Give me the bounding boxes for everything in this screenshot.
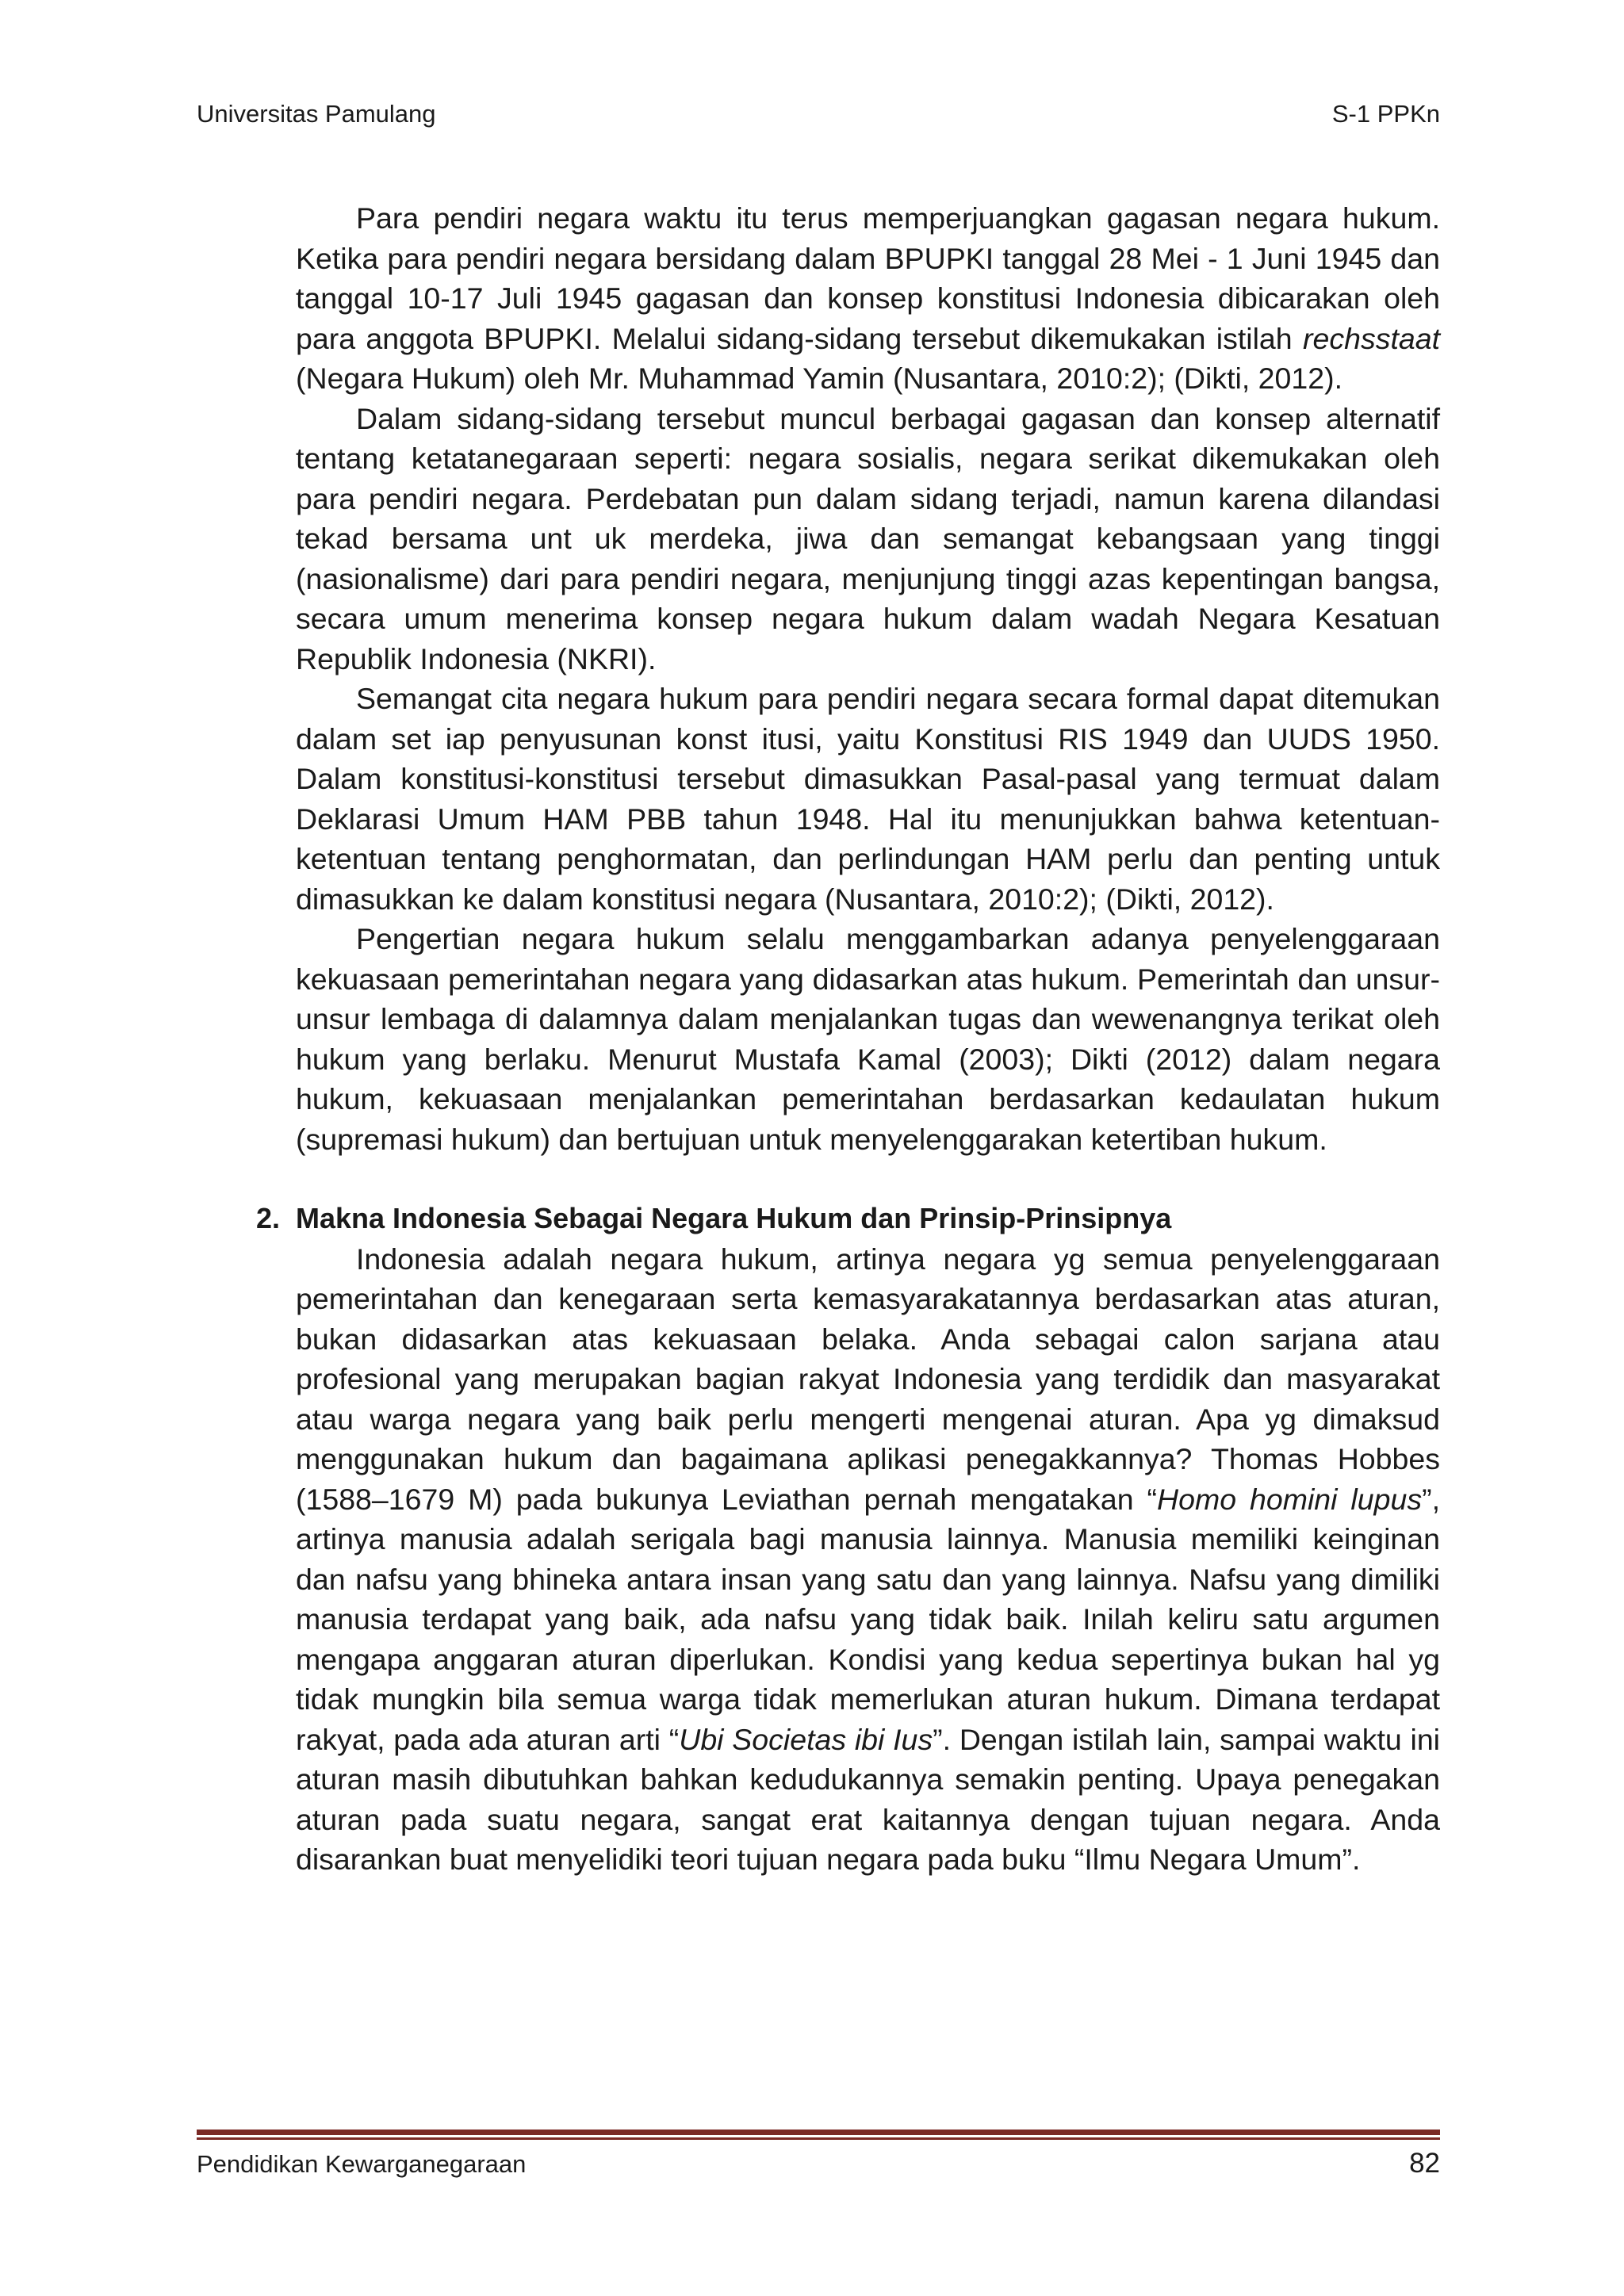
- paragraph-5: [296, 1239, 1440, 1880]
- header-program: S-1 PPKn: [1331, 100, 1440, 128]
- page-footer: [197, 2147, 1440, 2181]
- paragraph-3: Semangat cita negara hukum para pendiri negara secara formal dapat ditemukan dalam set iap penyusunan konst itusi, yaitu Konstitusi RIS 1949 dan UUDS 1950. Dalam konstitusi-konstitusi tersebut dimasukkan Pasal-pasal yang termuat dalam Deklarasi Umum HAM PBB tahun 1948. Hal itu menunjukkan bahwa ketentuan-ketentuan tentang penghormatan, dan perlindungan HAM perlu dan penting untuk dimasukkan ke dalam konstitusi negara (Nusantara, 2010:2); (Dikti, 2012).: [296, 682, 1440, 916]
- paragraph-1: [296, 198, 1440, 399]
- footer-divider-thick: [197, 2130, 1440, 2135]
- paragraph-5-text-c: ”. Dengan istilah lain, sampai waktu ini aturan masih dibutuhkan bahkan kedudukannya semakin penting. Upaya penegakan aturan pada suatu negara, sangat erat kaitannya dengan tujuan negara. Anda disarankan buat menyelidiki teori tujuan negara pada buku “Ilmu Negara Umum”.: [296, 1722, 1441, 1876]
- section-number: 2.: [256, 1202, 281, 1234]
- paragraph-2: Dalam sidang-sidang tersebut muncul berbagai gagasan dan konsep alternatif tentang ketatanegaraan seperti: negara sosialis, negara serikat dikemukakan oleh para pendiri negara. Perdebatan pun dalam sidang terjadi, namun karena dilandasi tekad bersama unt uk merdeka, jiwa dan semangat kebangsaan yang tinggi (nasionalisme) dari para pendiri negara, menjunjung tinggi azas kepentingan bangsa, secara umum menerima konsep negara hukum dalam wadah Negara Kesatuan Republik Indonesia (NKRI).: [296, 401, 1440, 675]
- paragraph-4: Pengertian negara hukum selalu menggambarkan adanya penyelenggaraan kekuasaan pemerintahan negara yang didasarkan atas hukum. Pemerintah dan unsur-unsur lembaga di dalamnya dalam menjalankan tugas dan wewenangnya terikat oleh hukum yang berlaku. Menurut Mustafa Kamal (2003); Dikti (2012) dalam negara hukum, kekuasaan menjalankan pemerintahan berdasarkan kedaulatan hukum (supremasi hukum) dan bertujuan untuk menyelenggarakan ketertiban hukum.: [296, 922, 1440, 1156]
- paragraph-5-italic-1: Homo homini lupus: [1157, 1482, 1423, 1516]
- paragraph-1-text-b: (Negara Hukum) oleh Mr. Muhammad Yamin (Nusantara, 2010:2); (Dikti, 2012).: [296, 362, 1342, 395]
- footer-divider: [197, 2130, 1440, 2140]
- section-title: Makna Indonesia Sebagai Negara Hukum dan Prinsip-Prinsipnya: [296, 1202, 1172, 1234]
- section-heading: [256, 1199, 1440, 1239]
- paragraph-5-italic-2: Ubi Societas ibi Ius: [679, 1722, 933, 1756]
- page-header: [197, 98, 1440, 130]
- page-number: 82: [1409, 2148, 1440, 2179]
- footer-divider-thin: [197, 2137, 1440, 2140]
- paragraph-1-text-a: Para pendiri negara waktu itu terus memperjuangkan gagasan negara hukum. Ketika para pendiri negara bersidang dalam BPUPKI tanggal 28 Mei - 1 Juni 1945 dan tanggal 10-17 Juli 1945 gagasan dan konsep konstitusi Indonesia dibicarakan oleh para anggota BPUPKI. Melalui sidang-sidang tersebut dikemukakan istilah: [296, 201, 1440, 355]
- paragraph-1-italic: rechsstaat: [1303, 321, 1440, 355]
- footer-course-title: Pendidikan Kewarganegaraan: [197, 2150, 527, 2178]
- main-content: [256, 198, 1441, 1880]
- header-university: Universitas Pamulang: [197, 100, 436, 128]
- paragraph-5-text-a: Indonesia adalah negara hukum, artinya negara yg semua penyelenggaraan pemerintahan dan kenegaraan serta kemasyarakatannya berdasarkan atas aturan, bukan didasarkan atas kekuasaan belaka. Anda sebagai calon sarjana atau profesional yang merupakan bagian rakyat Indonesia yang terdidik dan masyarakat atau warga negara yang baik perlu mengerti mengenai aturan. Apa yg dimaksud menggunakan hukum dan bagaimana aplikasi penegakkannya? Thomas Hobbes (1588–1679 M) pada bukunya Leviathan pernah mengatakan “: [296, 1242, 1440, 1516]
- paragraph-5-text-b: ”, artinya manusia adalah serigala bagi manusia lainnya. Manusia memiliki keinginan dan nafsu yang bhineka antara insan yang satu dan yang lainnya. Nafsu yang dimiliki manusia terdapat yang baik, ada nafsu yang tidak baik. Inilah keliru satu argumen mengapa anggaran aturan diperlukan. Kondisi yang kedua sepertinya bukan hal yg tidak mungkin bila semua warga tidak memerlukan aturan hukum. Dimana terdapat rakyat, pada ada aturan arti “: [296, 1482, 1440, 1756]
